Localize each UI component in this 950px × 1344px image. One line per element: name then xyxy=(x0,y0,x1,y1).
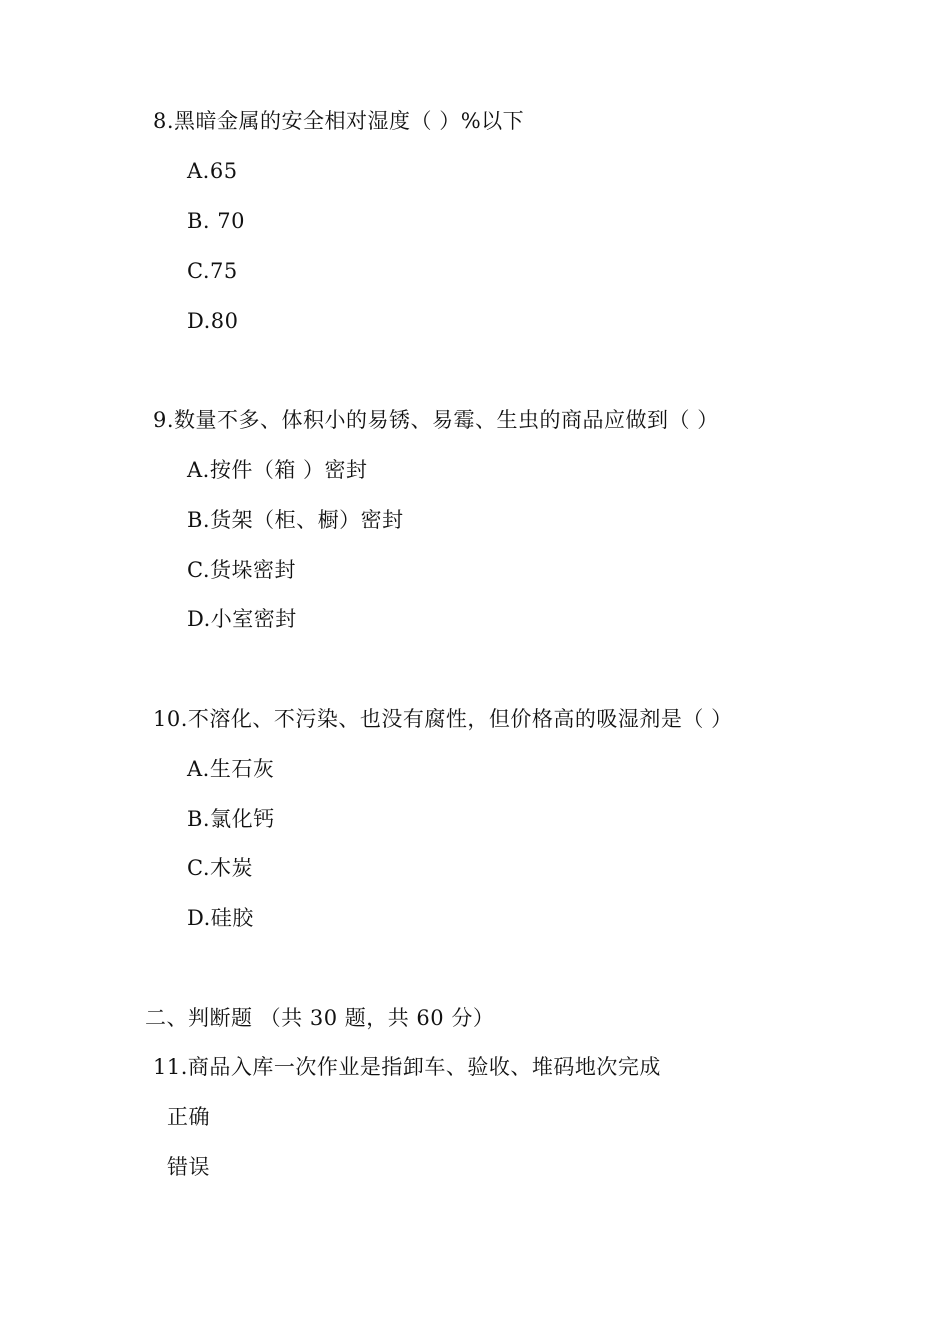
question-8-stem: 8.黑暗金属的安全相对湿度（ ）%以下 xyxy=(153,109,525,133)
question-10-option-b[interactable]: B.氯化钙 xyxy=(187,807,275,831)
question-9-option-c[interactable]: C.货垛密封 xyxy=(187,558,296,582)
section-heading-true-false: 二、判断题 （共 30 题，共 60 分） xyxy=(145,1006,495,1030)
question-8-option-a[interactable]: A.65 xyxy=(187,159,238,183)
question-11-option-true[interactable]: 正确 xyxy=(167,1105,210,1129)
question-9-stem: 9.数量不多、体积小的易锈、易霉、生虫的商品应做到（ ） xyxy=(153,408,719,432)
question-8-option-c[interactable]: C.75 xyxy=(187,259,238,283)
question-9-option-b[interactable]: B.货架（柜、橱）密封 xyxy=(187,508,404,532)
question-11-option-false[interactable]: 错误 xyxy=(167,1155,210,1179)
question-8-option-b[interactable]: B. 70 xyxy=(187,209,246,233)
question-9-option-d[interactable]: D.小室密封 xyxy=(187,607,297,631)
question-9-option-a[interactable]: A.按件（箱 ）密封 xyxy=(187,458,368,482)
question-11-stem: 11.商品入库一次作业是指卸车、验收、堆码地次完成 xyxy=(153,1055,661,1079)
question-10-stem: 10.不溶化、不污染、也没有腐性，但价格高的吸湿剂是（ ） xyxy=(153,707,733,731)
question-10-option-c[interactable]: C.木炭 xyxy=(187,856,253,880)
question-8-option-d[interactable]: D.80 xyxy=(187,309,239,333)
question-10-option-a[interactable]: A.生石灰 xyxy=(187,757,275,781)
question-10-option-d[interactable]: D.硅胶 xyxy=(187,906,254,930)
